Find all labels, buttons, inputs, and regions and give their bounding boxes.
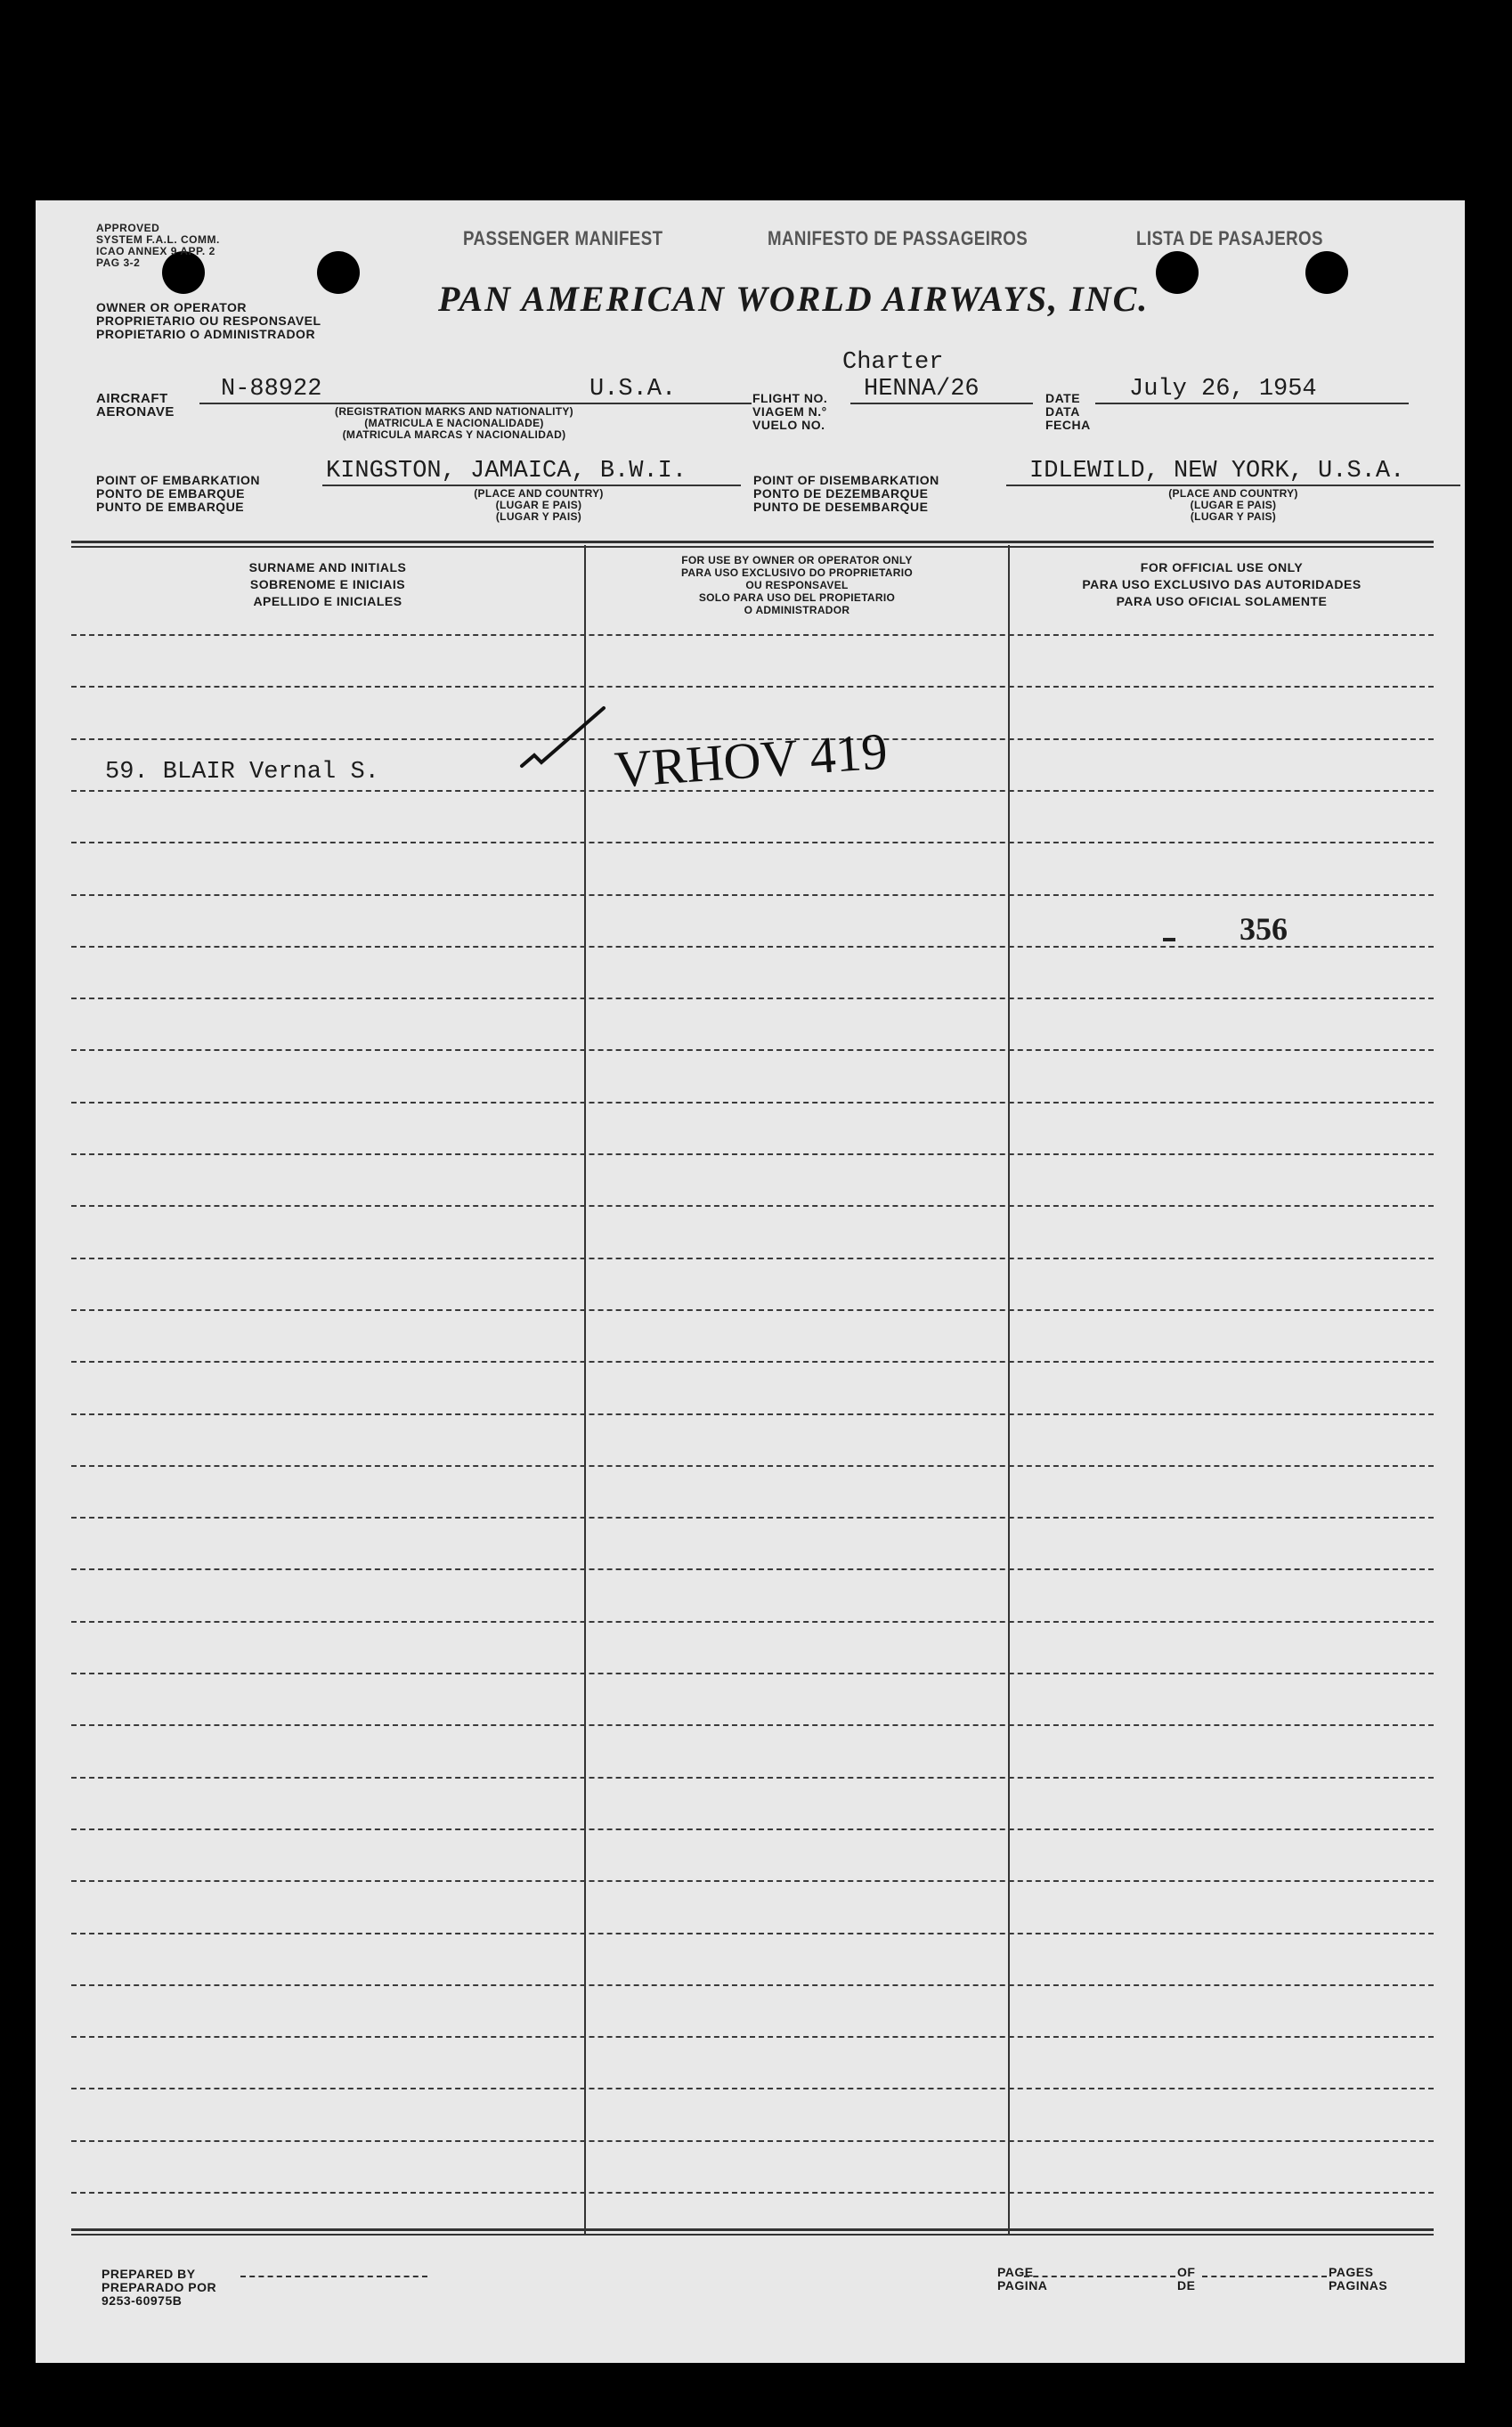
column-header-line: SOLO PARA USO DEL PROPIETARIO (698, 591, 896, 604)
flight-label-line: FLIGHT NO. (752, 391, 828, 405)
embarkation-sub-line: (LUGAR E PAIS) (495, 499, 582, 511)
ruled-line (71, 1724, 1434, 1726)
date-label-line: DATA (1045, 404, 1080, 419)
ruled-line (71, 1361, 1434, 1363)
manifest-sheet (36, 200, 1465, 2363)
ruled-line (71, 1413, 1434, 1415)
disembarkation-value: IDLEWILD, NEW YORK, U.S.A. (1029, 458, 1405, 485)
ruled-line (71, 2140, 1434, 2142)
airline-name: PAN AMERICAN WORLD AIRWAYS, INC. (438, 279, 1150, 319)
ruled-line (71, 1258, 1434, 1259)
form-number: 9253-60975B (102, 2293, 183, 2308)
official-number: 356 (1240, 911, 1288, 947)
aircraft-label-en: AIRCRAFT (96, 391, 168, 406)
column-header-line: O ADMINISTRADOR (744, 604, 850, 616)
embarkation-sub-line: (PLACE AND COUNTRY) (474, 487, 604, 500)
embarkation-sublabel (410, 488, 668, 523)
punch-hole (1156, 251, 1199, 294)
ruled-line (71, 998, 1434, 999)
date-label-line: FECHA (1045, 418, 1091, 432)
ruled-line (71, 1828, 1434, 1830)
flight-number: HENNA/26 (864, 376, 980, 403)
ruled-line (71, 1102, 1434, 1104)
aircraft-sublabel (267, 406, 641, 441)
ruled-line (71, 1465, 1434, 1467)
ruled-line (71, 1517, 1434, 1519)
approval-line: PAG 3-2 (96, 257, 141, 269)
ruled-line (71, 1777, 1434, 1779)
column-header-line: PARA USO EXCLUSIVO DO PROPRIETARIO (680, 566, 913, 579)
of-label (1177, 2266, 1195, 2293)
prepared-by-label (102, 2268, 216, 2308)
approval-line: APPROVED (96, 222, 160, 234)
ruled-line (71, 1673, 1434, 1674)
disembarkation-sub-line: (LUGAR E PAIS) (1190, 499, 1277, 511)
pages-label-line: PAGINAS (1329, 2278, 1388, 2293)
ruled-line (71, 894, 1434, 896)
ruled-line (71, 2088, 1434, 2089)
ruled-line (71, 1621, 1434, 1623)
embarkation-sub-line: (LUGAR Y PAIS) (495, 510, 582, 523)
ruled-line (71, 1984, 1434, 1986)
ruled-line (71, 1933, 1434, 1934)
ruled-line (71, 634, 1434, 636)
embarkation-underline (322, 485, 741, 486)
page-label-line: PAGE (997, 2265, 1034, 2279)
prepared-line: PREPARADO POR (102, 2280, 217, 2294)
ruled-line (71, 1049, 1434, 1051)
embarkation-label-line: POINT OF EMBARKATION (96, 473, 260, 487)
flight-charter: Charter (842, 349, 944, 376)
column-header-line: APELLIDO E INICIALES (253, 594, 402, 608)
aircraft-sub-line: (MATRICULA MARCAS Y NACIONALIDAD) (342, 428, 566, 441)
owner-operator-label (96, 301, 321, 341)
ruled-line (71, 1568, 1434, 1570)
embarkation-value: KINGSTON, JAMAICA, B.W.I. (326, 458, 687, 485)
ruled-line (71, 1880, 1434, 1882)
disembarkation-label (753, 474, 939, 514)
date-label-line: DATE (1045, 391, 1081, 405)
ruled-line (71, 2192, 1434, 2194)
disembarkation-label-line: PUNTO DE DESEMBARQUE (753, 500, 929, 514)
header-portuguese: MANIFESTO DE PASSAGEIROS (768, 227, 1028, 249)
page-label (997, 2266, 1047, 2293)
header-spanish: LISTA DE PASAJEROS (1136, 227, 1323, 249)
punch-hole (317, 251, 360, 294)
flight-label (752, 392, 827, 432)
embarkation-label-line: PONTO DE EMBARQUE (96, 486, 245, 501)
approval-line: SYSTEM F.A.L. COMM. (96, 233, 220, 246)
aircraft-label (96, 392, 175, 419)
approval-line: ICAO ANNEX 9 APP. 2 (96, 245, 215, 257)
disembarkation-sub-line: (LUGAR Y PAIS) (1190, 510, 1277, 523)
punch-hole (1305, 251, 1348, 294)
page-label-line: PAGINA (997, 2278, 1048, 2293)
of-label-line: DE (1177, 2278, 1196, 2293)
aircraft-sub-line: (REGISTRATION MARKS AND NATIONALITY) (335, 405, 573, 418)
aircraft-registration: N-88922 (221, 376, 322, 403)
ruled-line (71, 842, 1434, 843)
disembarkation-label-line: PONTO DE DEZEMBARQUE (753, 486, 929, 501)
flight-underline (850, 403, 1033, 404)
table-bottom-rule (71, 2228, 1434, 2231)
column-header-line: PARA USO EXCLUSIVO DAS AUTORIDADES (1082, 577, 1362, 591)
aircraft-sub-line: (MATRICULA E NACIONALIDADE) (364, 417, 544, 429)
aircraft-underline (199, 403, 752, 404)
handwritten-notation: VRHOV 419 (613, 721, 890, 799)
table-top-rule-2 (71, 546, 1434, 548)
aircraft-label-es: AERONAVE (96, 404, 175, 419)
header-english: PASSENGER MANIFEST (463, 227, 663, 249)
owner-label-line: PROPIETARIO O ADMINISTRADOR (96, 327, 316, 341)
passenger-entry: 59. BLAIR Vernal S. (105, 759, 379, 786)
column-header-official-use (1010, 559, 1434, 610)
column-header-line: SOBRENOME E INICIAIS (249, 577, 406, 591)
page-underline (1024, 2276, 1175, 2277)
column-divider (584, 545, 586, 2234)
disembarkation-label-line: POINT OF DISEMBARKATION (753, 473, 939, 487)
table-top-rule (71, 541, 1434, 543)
pages-label (1329, 2266, 1387, 2293)
embarkation-label (96, 474, 260, 514)
ruled-line (71, 686, 1434, 688)
of-underline (1202, 2276, 1327, 2277)
check-mark (515, 704, 613, 784)
column-header-line: PARA USO OFICIAL SOLAMENTE (1116, 594, 1328, 608)
ruled-line (71, 1205, 1434, 1207)
prepared-line: PREPARED BY (102, 2267, 196, 2281)
date-underline (1095, 403, 1409, 404)
owner-label-line: OWNER OR OPERATOR (96, 300, 247, 314)
table-bottom-rule-2 (71, 2234, 1434, 2236)
column-divider (1008, 545, 1010, 2234)
ruled-line (71, 1153, 1434, 1155)
date-label (1045, 392, 1091, 432)
embarkation-label-line: PUNTO DE EMBARQUE (96, 500, 245, 514)
disembarkation-sub-line: (PLACE AND COUNTRY) (1168, 487, 1298, 500)
ruled-line (71, 790, 1434, 792)
approval-block (96, 223, 220, 269)
date-value: July 26, 1954 (1129, 376, 1317, 403)
prepared-underline (240, 2276, 427, 2277)
ruled-line (71, 2036, 1434, 2038)
column-header-owner-use (586, 554, 1008, 616)
column-header-line: SURNAME AND INITIALS (248, 560, 407, 574)
flight-label-line: VUELO NO. (752, 418, 825, 432)
column-header-line: OU RESPONSAVEL (745, 579, 849, 591)
column-header-line: FOR USE BY OWNER OR OPERATOR ONLY (681, 554, 913, 566)
column-header-line: FOR OFFICIAL USE ONLY (1140, 560, 1304, 574)
disembarkation-underline (1006, 485, 1460, 486)
column-header-surname (71, 559, 584, 610)
owner-label-line: PROPRIETARIO OU RESPONSAVEL (96, 314, 321, 328)
pages-label-line: PAGES (1329, 2265, 1374, 2279)
ruled-line (71, 946, 1434, 948)
of-label-line: OF (1177, 2265, 1196, 2279)
ruled-line (71, 1309, 1434, 1311)
aircraft-nationality: U.S.A. (589, 376, 677, 403)
disembarkation-sublabel (1104, 488, 1362, 523)
official-dash (1163, 938, 1175, 941)
flight-label-line: VIAGEM N.° (752, 404, 827, 419)
